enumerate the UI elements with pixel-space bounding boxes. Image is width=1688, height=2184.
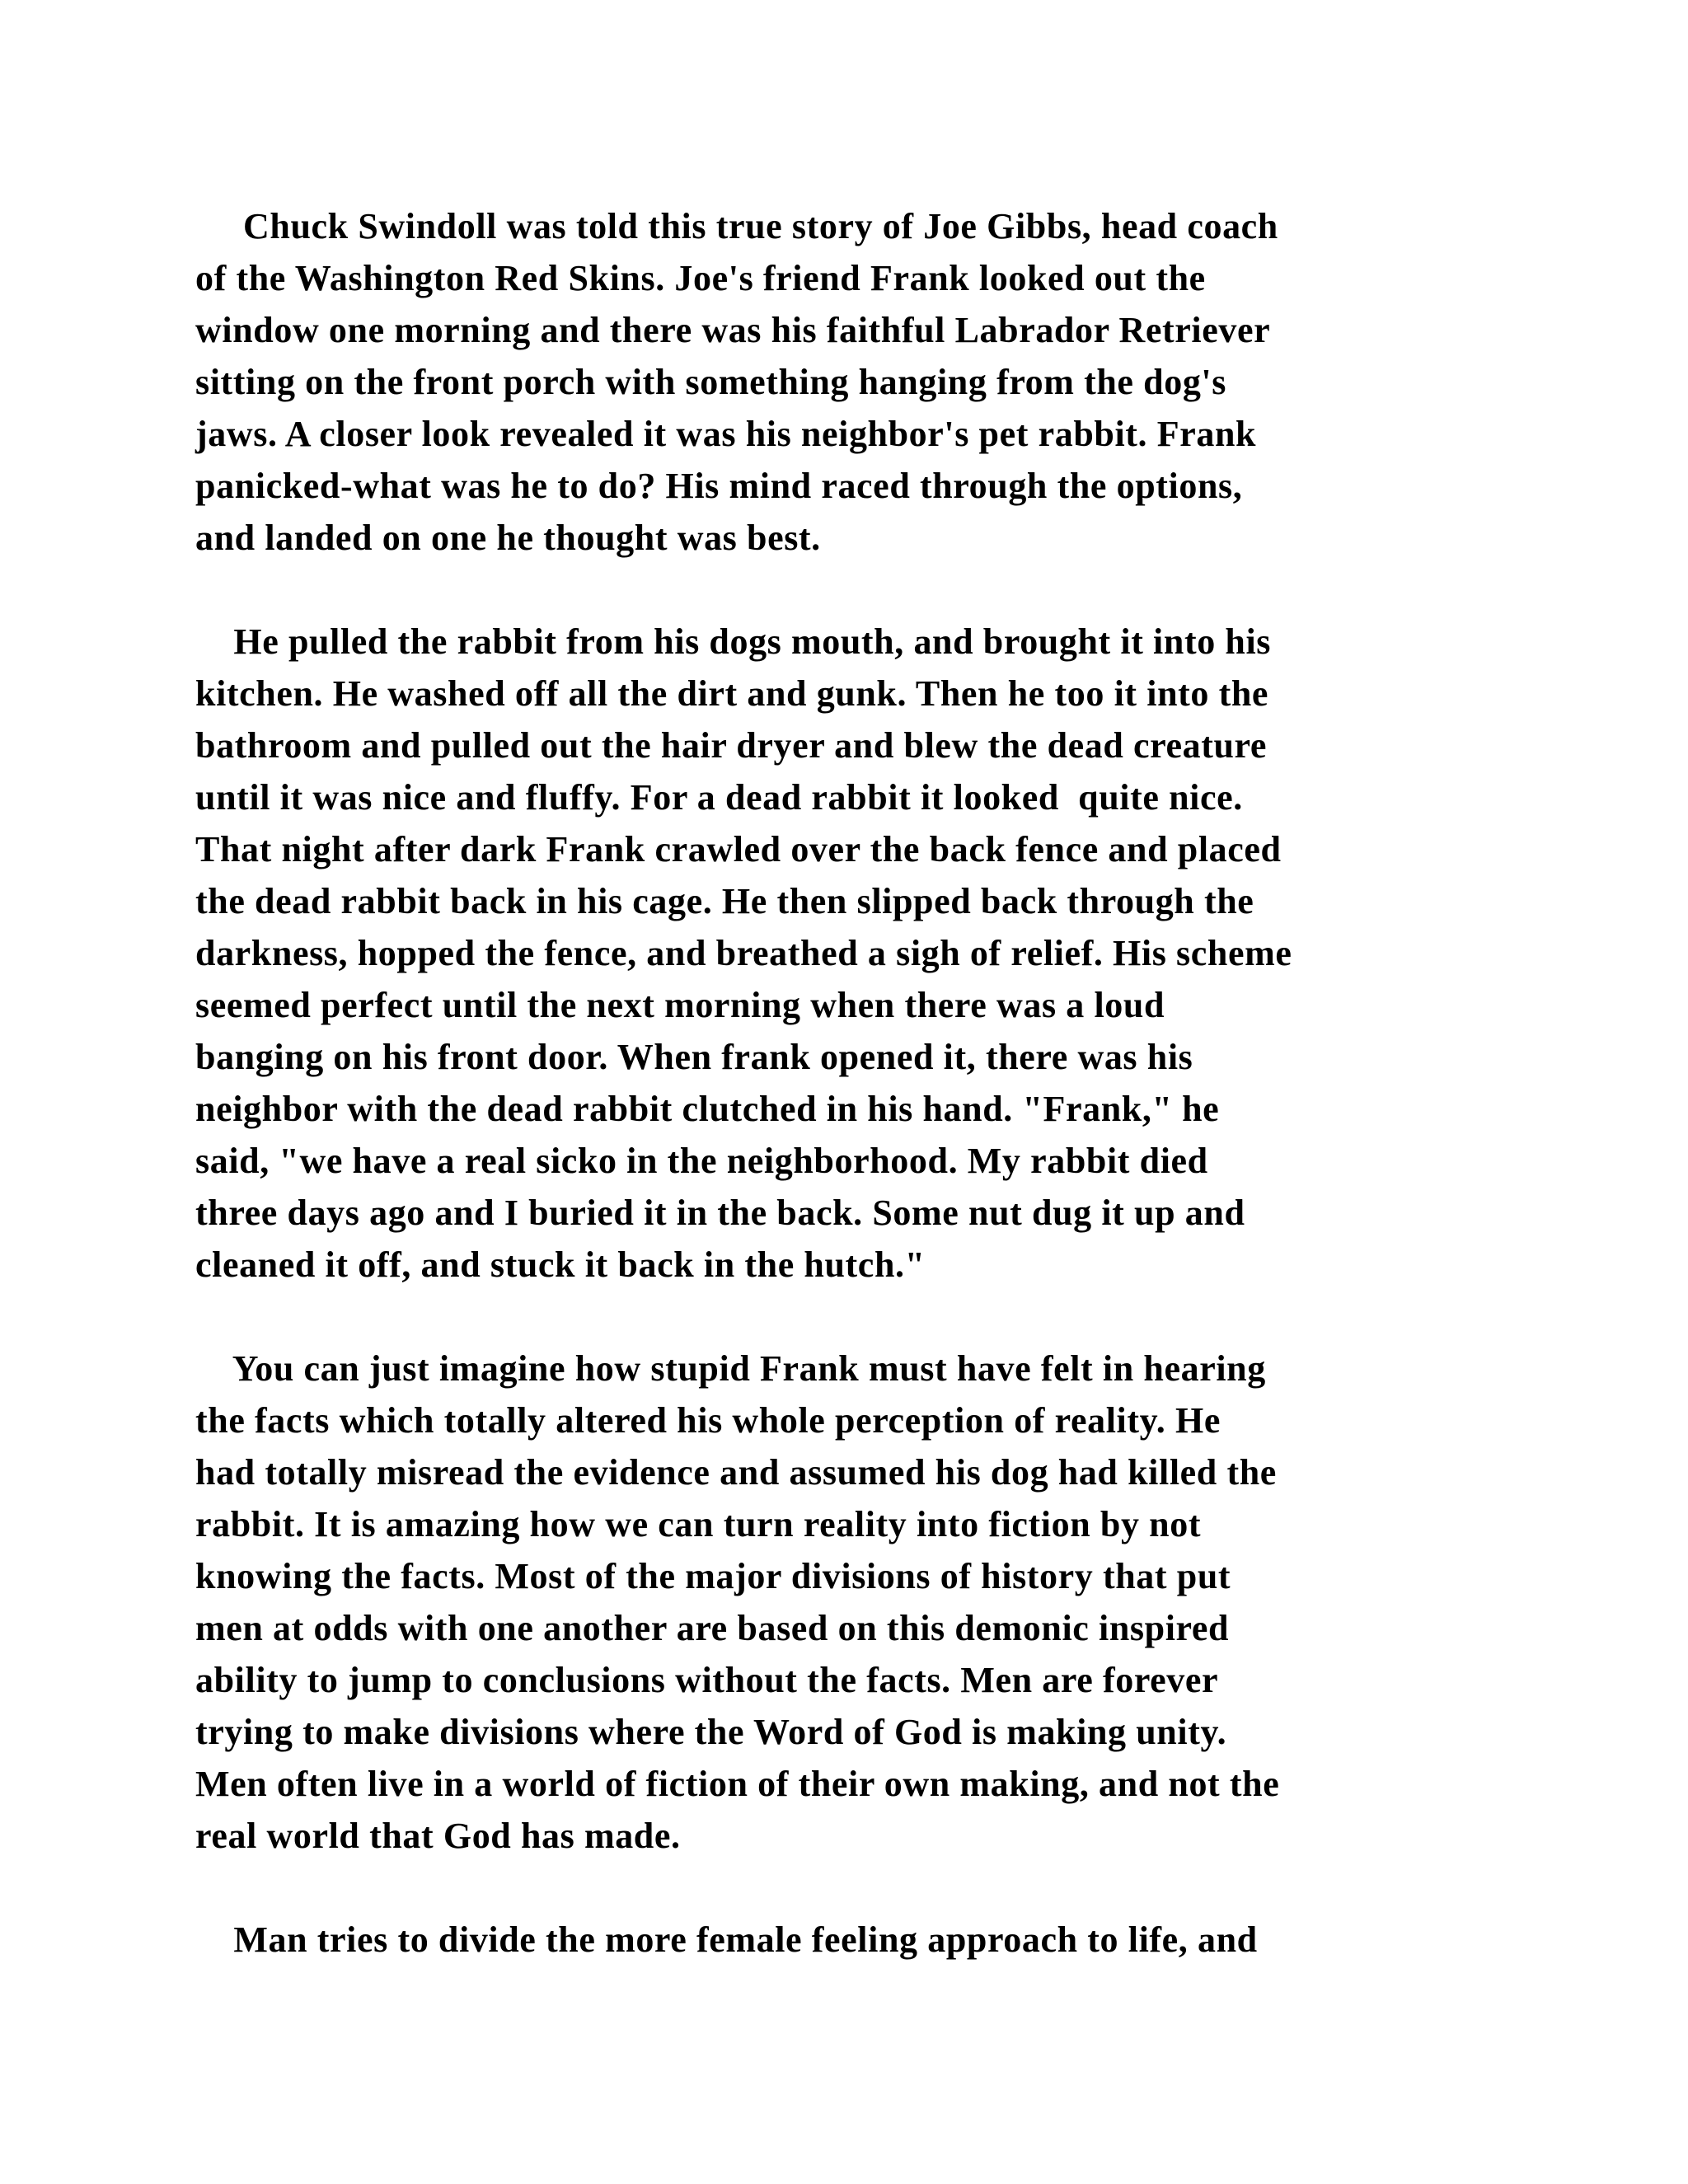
text-line: the facts which totally altered his whole perception of reality. He — [195, 1400, 1221, 1441]
text-line: You can just imagine how stupid Frank must have felt in hearing — [195, 1348, 1266, 1389]
text-line: the dead rabbit back in his cage. He then slipped back through the — [195, 881, 1254, 921]
text-line: Men often live in a world of fiction of their own making, and not the — [195, 1764, 1280, 1804]
text-line: had totally misread the evidence and assumed his dog had killed the — [195, 1452, 1277, 1493]
text-line: of the Washington Red Skins. Joe's friend Frank looked out the — [195, 258, 1206, 298]
text-line: banging on his front door. When frank opened it, there was his — [195, 1037, 1193, 1077]
text-line: three days ago and I buried it in the back. Some nut dug it up and — [195, 1193, 1245, 1233]
paragraph-2 — [195, 616, 1498, 1291]
paragraph-1 — [195, 200, 1498, 564]
text-line: window one morning and there was his faithful Labrador Retriever — [195, 310, 1271, 350]
text-line: neighbor with the dead rabbit clutched in his hand. "Frank," he — [195, 1089, 1220, 1129]
text-line: panicked-what was he to do? His mind raced through the options, — [195, 466, 1243, 506]
text-line: That night after dark Frank crawled over the back fence and placed — [195, 829, 1282, 869]
text-line: sitting on the front porch with something hanging from the dog's — [195, 362, 1226, 402]
text-line: and landed on one he thought was best. — [195, 518, 821, 558]
text-line: He pulled the rabbit from his dogs mouth, and brought it into his — [195, 621, 1272, 662]
text-line: until it was nice and fluffy. For a dead rabbit it looked quite nice. — [195, 777, 1243, 818]
text-line: men at odds with one another are based on this demonic inspired — [195, 1608, 1230, 1648]
text-line: Chuck Swindoll was told this true story of Joe Gibbs, head coach — [195, 206, 1278, 246]
text-line: rabbit. It is amazing how we can turn reality into fiction by not — [195, 1504, 1202, 1544]
text-line: knowing the facts. Most of the major divisions of history that put — [195, 1556, 1231, 1596]
text-line: trying to make divisions where the Word of God is making unity. — [195, 1712, 1227, 1752]
text-line: bathroom and pulled out the hair dryer and blew the dead creature — [195, 725, 1268, 766]
text-line: seemed perfect until the next morning when there was a loud — [195, 985, 1165, 1025]
text-line: real world that God has made. — [195, 1816, 681, 1856]
text-line: said, "we have a real sicko in the neighborhood. My rabbit died — [195, 1141, 1208, 1181]
text-line: jaws. A closer look revealed it was his neighbor's pet rabbit. Frank — [195, 414, 1257, 454]
text-line: kitchen. He washed off all the dirt and gunk. Then he too it into the — [195, 673, 1269, 714]
body-text — [195, 200, 1498, 2018]
text-line: darkness, hopped the fence, and breathed a sigh of relief. His scheme — [195, 933, 1292, 973]
text-line: Man tries to divide the more female feeling approach to life, and — [195, 1919, 1258, 1960]
paragraph-4 — [195, 1914, 1498, 1966]
text-line: ability to jump to conclusions without the facts. Men are forever — [195, 1660, 1219, 1700]
text-line: cleaned it off, and stuck it back in the hutch." — [195, 1244, 926, 1285]
paragraph-3 — [195, 1343, 1498, 1862]
